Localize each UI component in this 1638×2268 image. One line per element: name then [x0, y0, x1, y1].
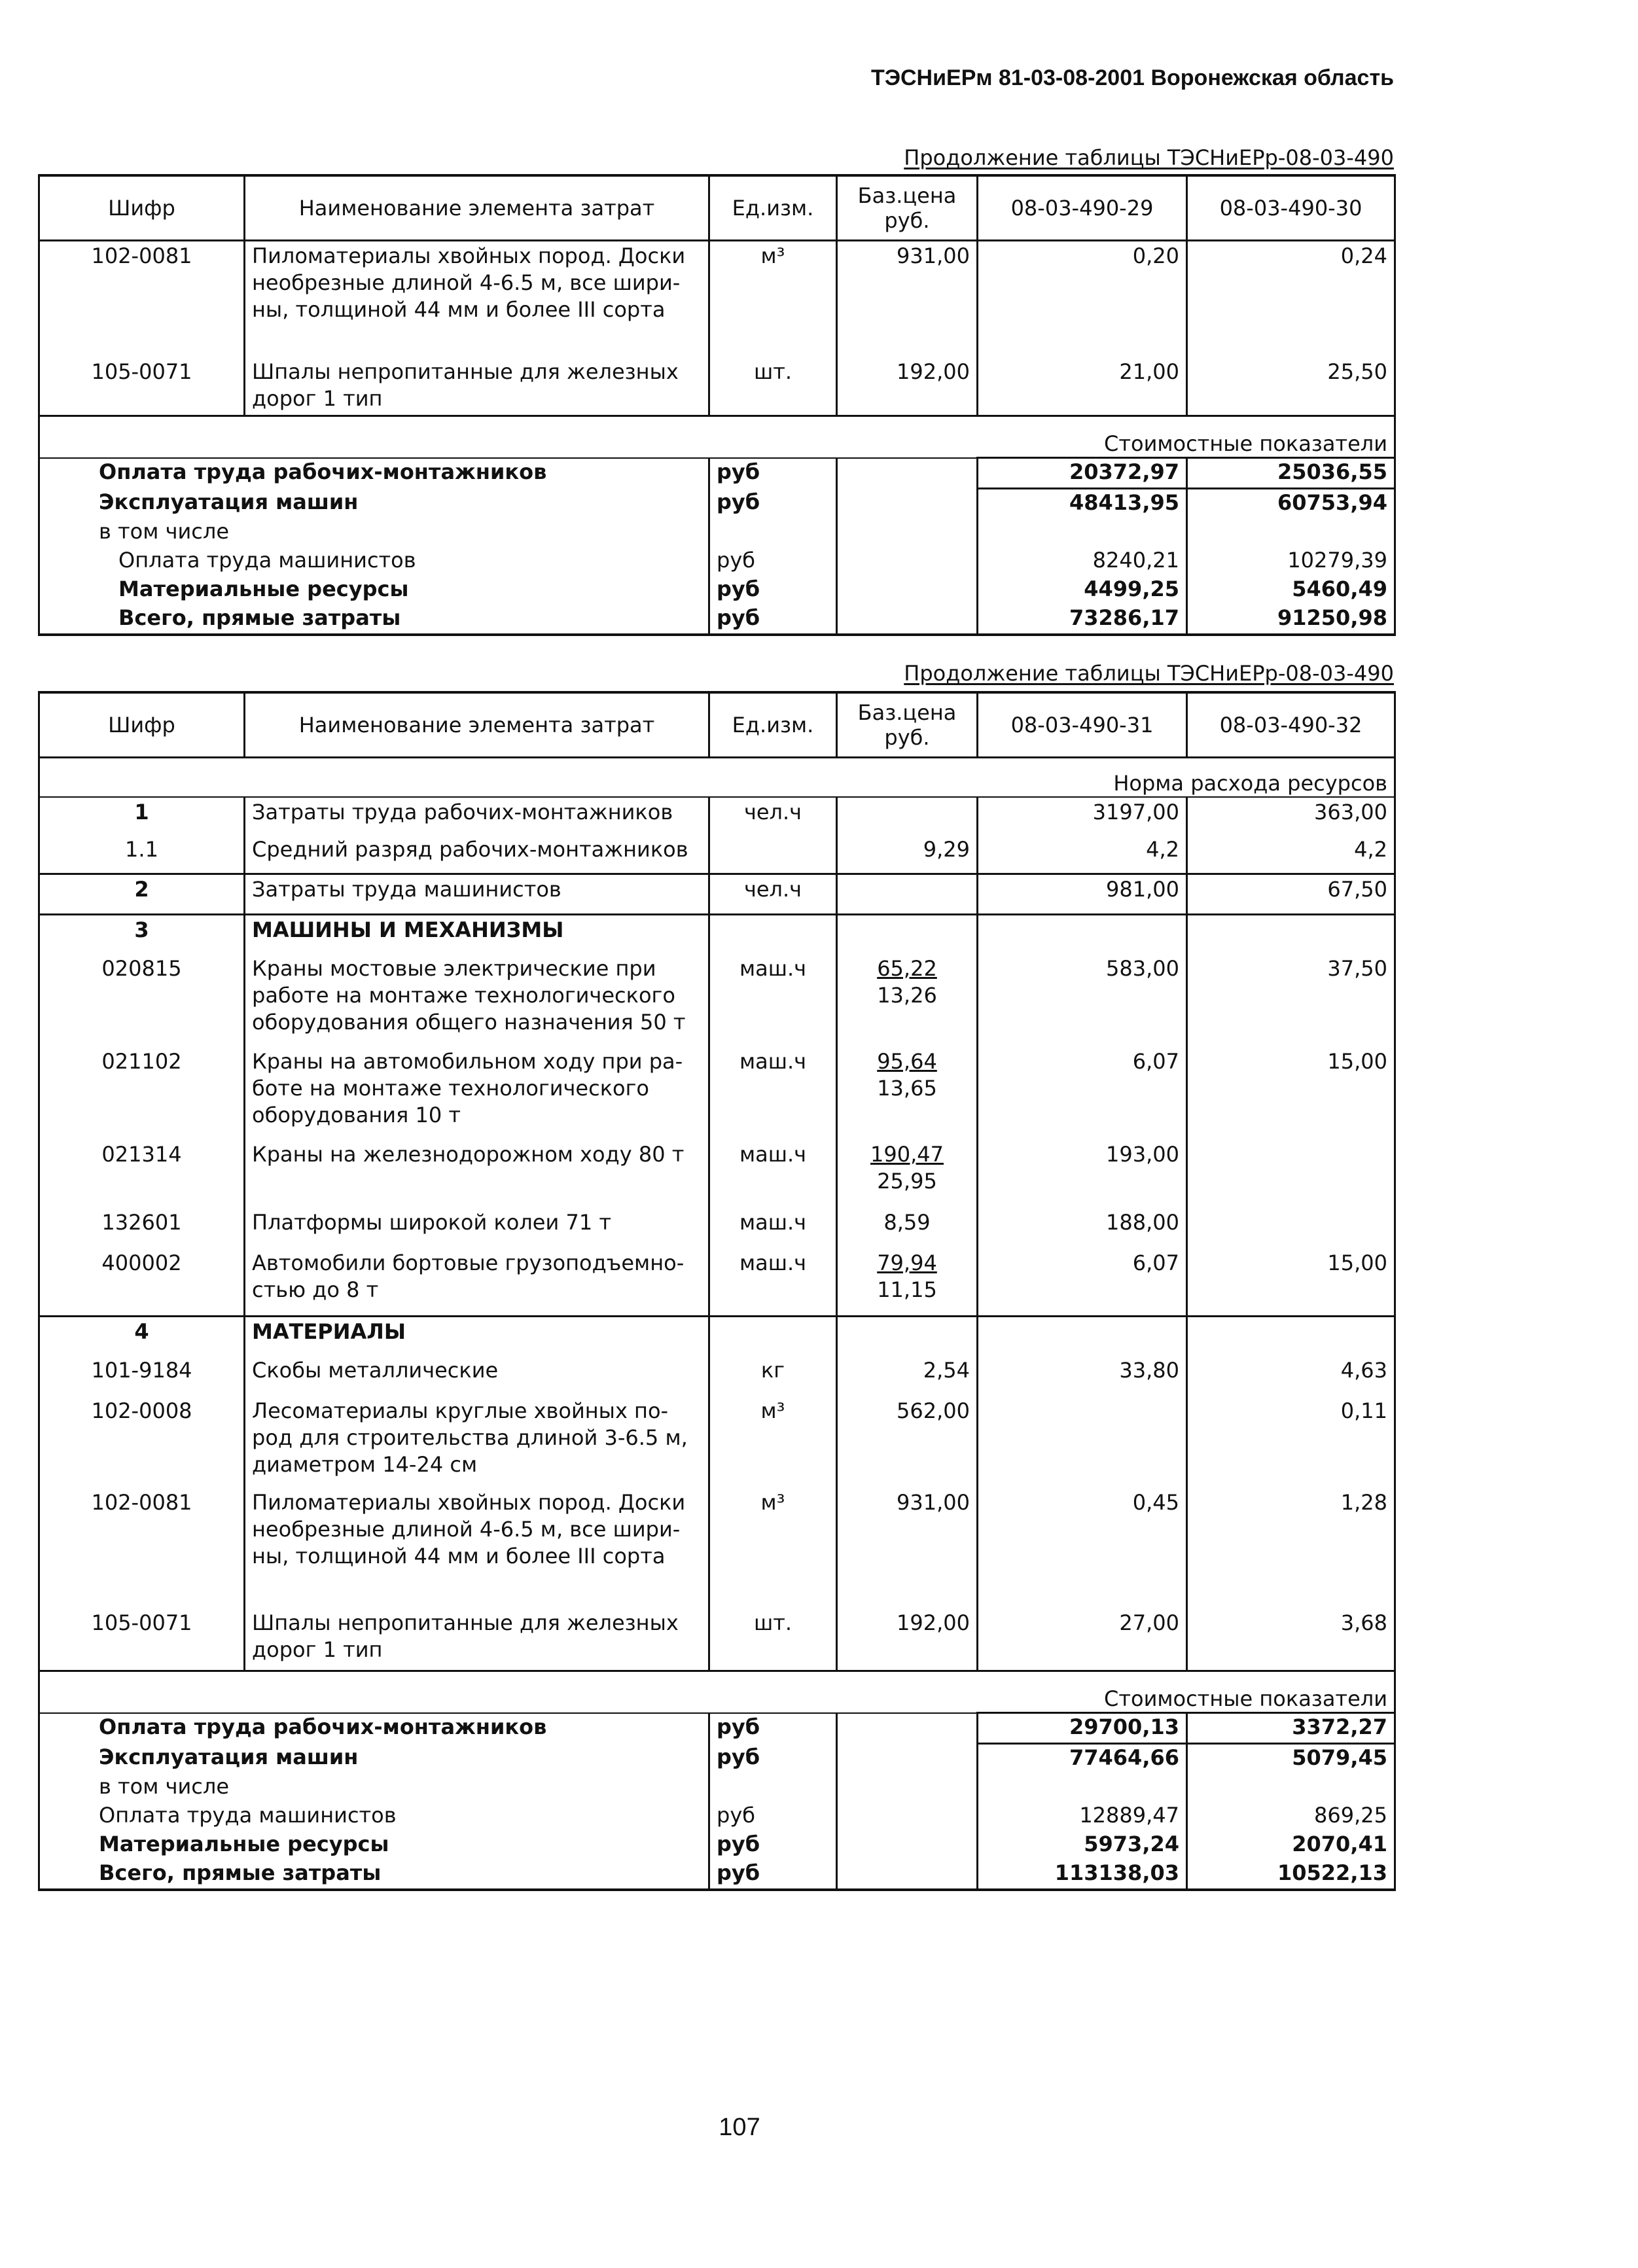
row-value-a: 981,00 [978, 874, 1187, 915]
row-code: 102-0008 [39, 1396, 245, 1488]
row-code: 105-0071 [39, 357, 245, 416]
row-value-b: 1,28 [1187, 1488, 1395, 1608]
cost-label: Эксплуатация машин [39, 1744, 709, 1774]
cost-row [39, 518, 1395, 547]
row-name: Средний разряд рабочих-монтажников [245, 835, 709, 874]
row-unit: чел.ч [709, 797, 837, 835]
cost-value-a: 48413,95 [978, 489, 1187, 519]
row-price: 562,00 [837, 1396, 978, 1488]
row-unit: шт. [709, 1608, 837, 1671]
cost-value-a: 12889,47 [978, 1802, 1187, 1831]
cost-price-empty [837, 547, 978, 576]
row-unit: маш.ч [709, 1208, 837, 1249]
cost-row [39, 1802, 1395, 1831]
header-code: Шифр [39, 175, 245, 241]
row-price: 9,29 [837, 835, 978, 874]
header-name: Наименование элемента затрат [245, 175, 709, 241]
row-value-b: 363,00 [1187, 797, 1395, 835]
row-value-b: 25,50 [1187, 357, 1395, 416]
section-row-materials [39, 1317, 1395, 1356]
row-value-b: 67,50 [1187, 874, 1395, 915]
table-row [39, 241, 1395, 357]
cost-price-empty [837, 1713, 978, 1744]
table-row [39, 954, 1395, 1047]
row-name: Шпалы непропитанные для железных дорог 1 тип [245, 357, 709, 416]
cost-price-empty [837, 1831, 978, 1860]
row-code: 1.1 [39, 835, 245, 874]
row-price [837, 1047, 978, 1140]
row-price [837, 1249, 978, 1317]
cost-value-b: 5460,49 [1187, 576, 1395, 605]
cost-price-empty [837, 1744, 978, 1774]
row-unit: м³ [709, 1396, 837, 1488]
cost-unit: руб [709, 1802, 837, 1831]
cost-row [39, 576, 1395, 605]
cost-value-a: 73286,17 [978, 605, 1187, 635]
row-value-a: 0,45 [978, 1488, 1187, 1608]
row-value-a: 4,2 [978, 835, 1187, 874]
row-name: Скобы металлические [245, 1356, 709, 1396]
table-row [39, 874, 1395, 915]
row-name: Лесоматериалы круглые хвойных по-род для строительства длиной 3-6.5 м, диаметром 14-24 см [245, 1396, 709, 1488]
section-code: 4 [39, 1317, 245, 1356]
cost-value-b: 60753,94 [1187, 489, 1395, 519]
cost-row [39, 458, 1395, 489]
row-name: Пиломатериалы хвойных пород. Доски необрезные длиной 4-6.5 м, все шири-ны, толщиной 44 мм и более III сорта [245, 1488, 709, 1608]
cost-label: Оплата труда машинистов [39, 547, 709, 576]
price-driver-wage: 13,26 [877, 982, 937, 1008]
row-price: 8,59 [837, 1208, 978, 1249]
cost-unit: руб [709, 1831, 837, 1860]
row-name: Затраты труда рабочих-монтажников [245, 797, 709, 835]
header-name: Наименование элемента затрат [245, 692, 709, 758]
row-price: 931,00 [837, 241, 978, 357]
cost-price-empty [837, 1860, 978, 1890]
row-value-b: 0,24 [1187, 241, 1395, 357]
table1-continuation-caption: Продолжение таблицы ТЭСНиЕРр-08-03-490 [904, 145, 1394, 170]
cost-value-b: 5079,45 [1187, 1744, 1395, 1774]
section-code: 3 [39, 915, 245, 954]
row-value-a: 0,20 [978, 241, 1187, 357]
cost-unit: руб [709, 605, 837, 635]
table-row [39, 1608, 1395, 1671]
table-row [39, 1249, 1395, 1317]
section-title: МАШИНЫ И МЕХАНИЗМЫ [245, 915, 709, 954]
row-value-b: 15,00 [1187, 1249, 1395, 1317]
page-number: 107 [719, 2114, 760, 2141]
row-value-a: 21,00 [978, 357, 1187, 416]
table-row [39, 835, 1395, 874]
row-name: Краны на железнодорожном ходу 80 т [245, 1140, 709, 1208]
cost-row [39, 1860, 1395, 1890]
cost-value-b: 869,25 [1187, 1802, 1395, 1831]
cost-unit: руб [709, 547, 837, 576]
cost-value-a [978, 1773, 1187, 1802]
row-code: 020815 [39, 954, 245, 1047]
section-title: МАТЕРИАЛЫ [245, 1317, 709, 1356]
cost-row [39, 605, 1395, 635]
row-value-a: 33,80 [978, 1356, 1187, 1396]
cost-price-empty [837, 1773, 978, 1802]
cost-row [39, 1831, 1395, 1860]
cost-banner-row [39, 1671, 1395, 1713]
cost-value-a: 4499,25 [978, 576, 1187, 605]
row-value-a [978, 1396, 1187, 1488]
cost-row [39, 489, 1395, 519]
row-value-b: 15,00 [1187, 1047, 1395, 1140]
table-row [39, 1208, 1395, 1249]
cost-value-a: 8240,21 [978, 547, 1187, 576]
row-name: Краны мостовые электрические при работе на монтаже технологического оборудования общего назначения 50 т [245, 954, 709, 1047]
row-value-b [1187, 1208, 1395, 1249]
table-row [39, 357, 1395, 416]
row-value-b: 3,68 [1187, 1608, 1395, 1671]
row-code: 102-0081 [39, 241, 245, 357]
cost-unit: руб [709, 1713, 837, 1744]
header-price: Баз.цена руб. [837, 175, 978, 241]
cost-label: Материальные ресурсы [39, 576, 709, 605]
section-row-machines [39, 915, 1395, 954]
cost-label: Эксплуатация машин [39, 489, 709, 519]
row-value-b: 4,63 [1187, 1356, 1395, 1396]
cost-value-b: 25036,55 [1187, 458, 1395, 489]
cost-value-b: 10279,39 [1187, 547, 1395, 576]
row-price [837, 797, 978, 835]
row-unit: м³ [709, 1488, 837, 1608]
cost-row [39, 1773, 1395, 1802]
price-machine: 65,22 [877, 955, 937, 981]
row-price: 192,00 [837, 1608, 978, 1671]
row-unit [709, 835, 837, 874]
table-row [39, 1488, 1395, 1608]
row-price: 2,54 [837, 1356, 978, 1396]
cost-unit: руб [709, 1860, 837, 1890]
cost-label: Оплата труда машинистов [39, 1802, 709, 1831]
row-unit: маш.ч [709, 1140, 837, 1208]
row-unit: маш.ч [709, 1047, 837, 1140]
cost-value-b: 91250,98 [1187, 605, 1395, 635]
cost-value-b [1187, 518, 1395, 547]
table1 [38, 174, 1396, 636]
price-driver-wage: 13,65 [877, 1075, 937, 1101]
header-col-a: 08-03-490-31 [978, 692, 1187, 758]
row-code: 105-0071 [39, 1608, 245, 1671]
cost-label: в том числе [39, 1773, 709, 1802]
row-code: 2 [39, 874, 245, 915]
row-price [837, 1140, 978, 1208]
header-col-b: 08-03-490-32 [1187, 692, 1395, 758]
cost-unit [709, 1773, 837, 1802]
row-value-a: 3197,00 [978, 797, 1187, 835]
table-row [39, 1396, 1395, 1488]
row-unit: шт. [709, 357, 837, 416]
cost-value-b: 2070,41 [1187, 1831, 1395, 1860]
cost-price-empty [837, 458, 978, 489]
row-name: Платформы широкой колеи 71 т [245, 1208, 709, 1249]
cost-row [39, 1744, 1395, 1774]
row-unit: чел.ч [709, 874, 837, 915]
row-code: 102-0081 [39, 1488, 245, 1608]
header-col-a: 08-03-490-29 [978, 175, 1187, 241]
header-col-b: 08-03-490-30 [1187, 175, 1395, 241]
row-value-a: 188,00 [978, 1208, 1187, 1249]
table2-header-row [39, 692, 1395, 758]
row-name: Краны на автомобильном ходу при ра-боте на монтаже технологического оборудования 10 т [245, 1047, 709, 1140]
cost-value-b: 3372,27 [1187, 1713, 1395, 1744]
row-code: 021314 [39, 1140, 245, 1208]
row-name: Затраты труда машинистов [245, 874, 709, 915]
page-header: ТЭСНиЕРм 81-03-08-2001 Воронежская область [871, 65, 1394, 90]
row-value-a: 27,00 [978, 1608, 1187, 1671]
row-value-b [1187, 1140, 1395, 1208]
cost-unit [709, 518, 837, 547]
cost-banner-row [39, 416, 1395, 458]
table1-header-row [39, 175, 1395, 241]
row-value-b: 37,50 [1187, 954, 1395, 1047]
price-driver-wage: 25,95 [877, 1168, 937, 1194]
cost-value-b: 10522,13 [1187, 1860, 1395, 1890]
row-value-a: 6,07 [978, 1047, 1187, 1140]
row-unit: маш.ч [709, 954, 837, 1047]
row-code: 1 [39, 797, 245, 835]
row-value-a: 583,00 [978, 954, 1187, 1047]
row-code: 132601 [39, 1208, 245, 1249]
price-machine: 79,94 [877, 1250, 937, 1275]
cost-row [39, 1713, 1395, 1744]
norm-banner: Норма расхода ресурсов [39, 758, 1395, 797]
cost-value-a [978, 518, 1187, 547]
cost-price-empty [837, 489, 978, 519]
cost-unit: руб [709, 458, 837, 489]
cost-label: Материальные ресурсы [39, 1831, 709, 1860]
cost-price-empty [837, 1802, 978, 1831]
header-unit: Ед.изм. [709, 175, 837, 241]
row-value-a: 193,00 [978, 1140, 1187, 1208]
table-row [39, 1140, 1395, 1208]
row-price [837, 954, 978, 1047]
row-name: Шпалы непропитанные для железных дорог 1 тип [245, 1608, 709, 1671]
table2-continuation-caption: Продолжение таблицы ТЭСНиЕРр-08-03-490 [904, 661, 1394, 686]
row-value-a: 6,07 [978, 1249, 1187, 1317]
table-row [39, 1356, 1395, 1396]
cost-value-a: 20372,97 [978, 458, 1187, 489]
cost-label: в том числе [39, 518, 709, 547]
table2 [38, 691, 1396, 1891]
cost-label: Всего, прямые затраты [39, 1860, 709, 1890]
cost-banner: Стоимостные показатели [39, 1671, 1395, 1713]
price-driver-wage: 11,15 [877, 1277, 937, 1302]
header-code: Шифр [39, 692, 245, 758]
cost-unit: руб [709, 576, 837, 605]
row-value-b: 0,11 [1187, 1396, 1395, 1488]
row-name: Пиломатериалы хвойных пород. Доски необрезные длиной 4-6.5 м, все шири-ны, толщиной 44 мм и более III сорта [245, 241, 709, 357]
cost-value-a: 29700,13 [978, 1713, 1187, 1744]
cost-price-empty [837, 576, 978, 605]
cost-price-empty [837, 605, 978, 635]
row-code: 101-9184 [39, 1356, 245, 1396]
header-price: Баз.цена руб. [837, 692, 978, 758]
cost-row [39, 547, 1395, 576]
row-name: Автомобили бортовые грузоподъемно-стью до 8 т [245, 1249, 709, 1317]
cost-unit: руб [709, 489, 837, 519]
header-unit: Ед.изм. [709, 692, 837, 758]
row-price: 192,00 [837, 357, 978, 416]
row-code: 021102 [39, 1047, 245, 1140]
cost-value-a: 113138,03 [978, 1860, 1187, 1890]
row-unit: маш.ч [709, 1249, 837, 1317]
cost-unit: руб [709, 1744, 837, 1774]
row-code: 400002 [39, 1249, 245, 1317]
norm-banner-row [39, 758, 1395, 797]
cost-price-empty [837, 518, 978, 547]
table-row [39, 1047, 1395, 1140]
row-price: 931,00 [837, 1488, 978, 1608]
cost-value-b [1187, 1773, 1395, 1802]
cost-label: Всего, прямые затраты [39, 605, 709, 635]
row-unit: кг [709, 1356, 837, 1396]
cost-banner: Стоимостные показатели [39, 416, 1395, 458]
row-unit: м³ [709, 241, 837, 357]
cost-value-a: 5973,24 [978, 1831, 1187, 1860]
cost-label: Оплата труда рабочих-монтажников [39, 458, 709, 489]
cost-value-a: 77464,66 [978, 1744, 1187, 1774]
table-row [39, 797, 1395, 835]
cost-label: Оплата труда рабочих-монтажников [39, 1713, 709, 1744]
price-machine: 190,47 [870, 1141, 944, 1167]
row-value-b: 4,2 [1187, 835, 1395, 874]
price-machine: 95,64 [877, 1048, 937, 1074]
row-price [837, 874, 978, 915]
